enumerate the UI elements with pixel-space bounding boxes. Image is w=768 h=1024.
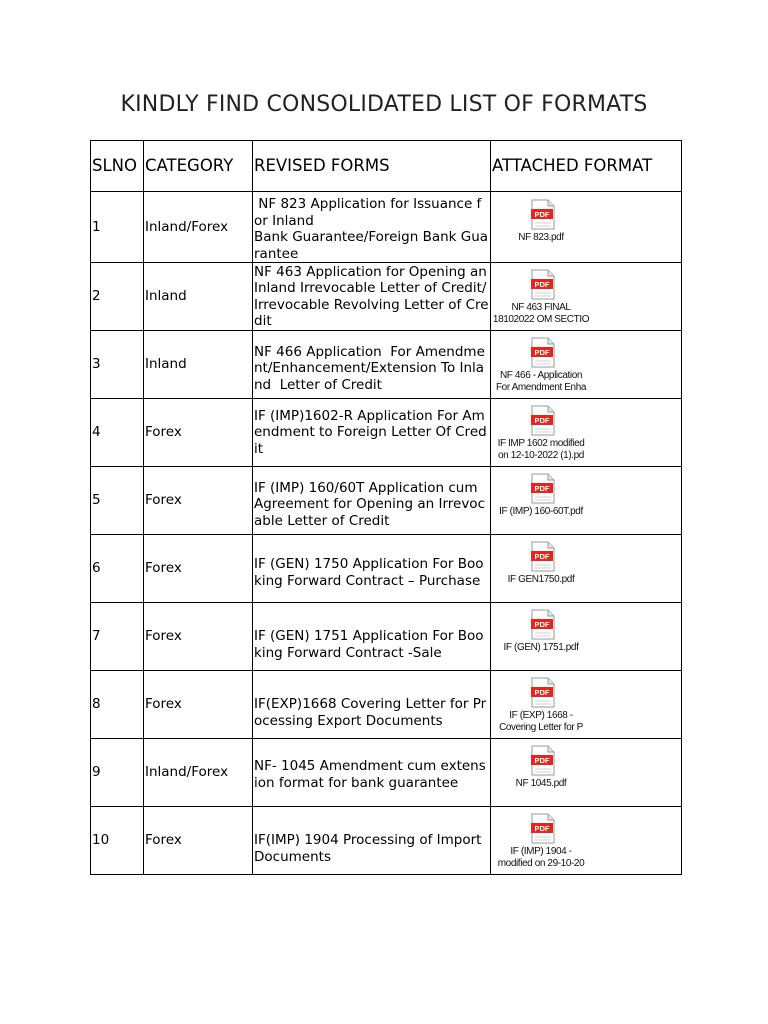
attached-format-cell [491,671,682,739]
category-cell: Forex [144,603,253,671]
slno-cell: 10 [91,807,144,875]
pdf-file-name: NF 823.pdf [518,232,564,243]
pdf-attachment[interactable] [492,677,590,737]
pdf-icon-label: PDF [534,755,550,765]
pdf-file-icon [531,745,555,776]
category-cell: Inland/Forex [144,739,253,807]
attached-format-cell [491,399,682,467]
table-row [91,467,682,535]
table-row [91,192,682,263]
category-cell: Forex [144,535,253,603]
pdf-file-icon [531,677,555,708]
revised-form-text: IF (IMP) 160/60T Application cum Agreement for Opening an Irrevocable Letter of Credit [254,479,485,529]
table-row [91,263,682,331]
revised-form-text: IF(EXP)1668 Covering Letter for Processing Export Documents [254,696,487,729]
revised-form-text: NF 463 Application for Opening an Inland Irrevocable Letter of Credit/ Irrevocable Revolving Letter of Credit [254,263,492,329]
pdf-file-name: IF (GEN) 1751.pdf [503,641,579,653]
pdf-file-icon [531,541,555,572]
pdf-file-name: IF GEN1750.pdf [507,573,575,585]
pdf-file-icon [531,337,555,368]
pdf-file-name: IF IMP 1602 modified [497,437,585,449]
revised-form-text: IF(IMP) 1904 Processing of Import Documents [254,832,486,865]
pdf-attachment[interactable] [492,405,590,465]
table-body [91,192,682,875]
pdf-icon-label: PDF [534,210,550,219]
pdf-file-icon [531,199,555,230]
pdf-attachment[interactable] [492,609,590,669]
pdf-file-name: NF 463 FINAL [511,301,571,313]
pdf-attachment[interactable] [492,541,590,601]
attached-format-cell [491,467,682,535]
header-attached-format: ATTACHED FORMAT [491,141,682,192]
pdf-file-name: modified on 29-10-20 [497,857,585,869]
category-cell: Forex [144,399,253,467]
category-cell: Inland [144,331,253,399]
slno-cell: 1 [91,192,144,263]
pdf-file-name: IF (EXP) 1668 - [509,709,573,721]
revised-form-cell [253,739,491,807]
attached-format-cell [491,739,682,807]
slno-cell: 3 [91,331,144,399]
category-cell: Inland [144,263,253,331]
revised-form-cell [253,331,491,399]
slno-cell: 6 [91,535,144,603]
header-slno: SLNO [91,141,144,192]
table-row [91,331,682,399]
pdf-icon-label: PDF [534,619,550,629]
revised-form-text: NF- 1045 Amendment cum extension format for bank guarantee [254,758,486,791]
revised-form-text: IF (GEN) 1750 Application For Booking Forward Contract – Purchase [254,556,484,589]
category-cell: Forex [144,671,253,739]
header-category: CATEGORY [144,141,253,192]
pdf-attachment[interactable] [492,473,590,533]
pdf-file-name: on 12-10-2022 (1).pd [498,449,584,461]
pdf-icon-label: PDF [534,551,550,561]
revised-form-cell [253,807,491,875]
slno-cell: 2 [91,263,144,331]
pdf-file-name: For Amendment Enha [495,381,587,393]
pdf-icon-label: PDF [534,279,550,289]
table-row [91,739,682,807]
category-cell: Forex [144,467,253,535]
header-row [91,141,682,192]
pdf-attachment[interactable] [492,813,590,873]
pdf-file-name: IF (IMP) 1904 - [510,845,572,857]
slno-cell: 8 [91,671,144,739]
revised-form-text: IF (GEN) 1751 Application For Booking Forward Contract -Sale [254,628,484,661]
revised-form-cell [253,671,491,739]
revised-form-cell [253,399,491,467]
pdf-icon-label: PDF [534,483,550,493]
pdf-icon-label: PDF [534,687,550,697]
revised-form-cell [253,467,491,535]
slno-cell: 5 [91,467,144,535]
revised-form-text: IF (IMP)1602-R Application For Amendment to Foreign Letter Of Credit [254,407,487,457]
category-cell: Inland/Forex [144,192,253,263]
table-row [91,535,682,603]
pdf-attachment[interactable] [492,745,590,805]
pdf-icon-label: PDF [534,823,550,833]
pdf-file-icon [531,473,555,504]
revised-form-text: NF 823 Application for Issuance for Inland Bank Guarantee/Foreign Bank Guarantee [254,196,489,262]
pdf-file-name: IF (IMP) 160-60T.pdf [499,505,583,517]
slno-cell: 4 [91,399,144,467]
pdf-file-name: Covering Letter for P [499,721,583,733]
formats-table [90,140,682,875]
pdf-attachment[interactable] [492,337,590,397]
category-cell: Forex [144,807,253,875]
table-row [91,603,682,671]
pdf-file-name: NF 466 - Application [499,369,583,381]
pdf-file-icon [531,405,555,436]
pdf-icon-label: PDF [534,347,550,357]
slno-cell: 9 [91,739,144,807]
table-row [91,671,682,739]
revised-form-cell [253,263,491,331]
pdf-attachment[interactable] [492,269,590,329]
header-revised-forms: REVISED FORMS [253,141,491,192]
pdf-attachment[interactable] [492,199,590,259]
attached-format-cell [491,603,682,671]
attached-format-cell [491,331,682,399]
revised-form-cell [253,535,491,603]
pdf-file-name: NF 1045.pdf [515,777,567,789]
attached-format-cell [491,192,682,263]
revised-form-text: NF 466 Application For Amendment/Enhancement/Extension To Inland Letter of Credit [254,343,485,393]
revised-form-cell [253,192,491,263]
pdf-file-icon [531,269,555,300]
pdf-file-name: 18102022 OM SECTIO [492,313,590,325]
attached-format-cell [491,263,682,331]
attached-format-cell [491,807,682,875]
attached-format-cell [491,535,682,603]
slno-cell: 7 [91,603,144,671]
table-row [91,399,682,467]
pdf-file-icon [531,609,555,640]
pdf-icon-label: PDF [534,415,550,425]
revised-form-cell [253,603,491,671]
pdf-file-icon [531,813,555,844]
table-row [91,807,682,875]
page-title: KINDLY FIND CONSOLIDATED LIST OF FORMATS [120,92,648,117]
